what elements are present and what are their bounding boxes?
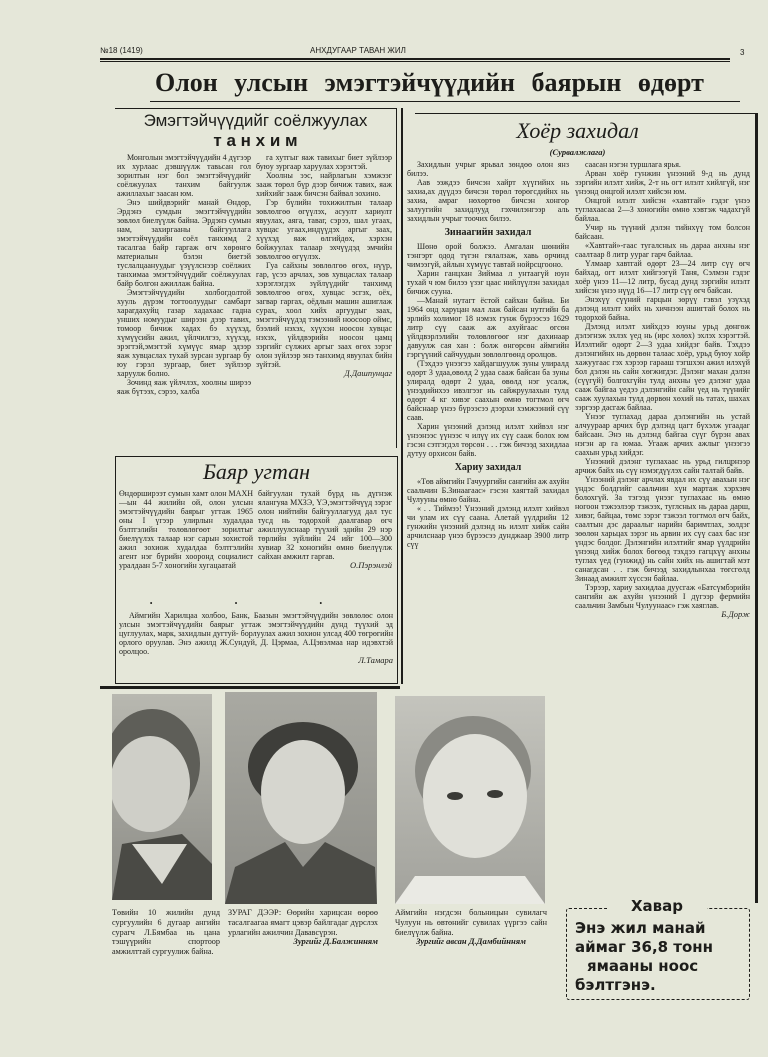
article-hall	[115, 108, 397, 448]
photo-nurse	[395, 696, 545, 904]
paragraph: Үлмаар хавтгай өдөрт 23—24 литр сүү өгч байхад, огт илэлт хийгээгүй Таня, Сэлмэн гэдэг хоёр үнээ 11—12 литр, бусад дунд зэргийн илэлт хийсэн үнээ нүүд 16—17 литр сүү өгч байсан.	[575, 259, 750, 295]
photo-artist	[225, 692, 377, 904]
header-rule-thin	[100, 61, 730, 62]
notice-line: ямааны ноос	[587, 957, 699, 975]
article-letters-col-1	[407, 160, 569, 549]
article-hall-title-2: т а н х и м	[213, 131, 298, 150]
paragraph: Гуа сайхны зөвлөлгөө өгөх, нүүр, гар, үсээ арчлах, зөв хувцаслах талаар хэрэглэгдэх зүйлүүдийг танхимд зөвлөлгөө өгөх, хувцас эсгэх, оёх, загвар гаргах, оёдлын машин ашиглаж сурах, хоол хийх аргуудыг заах, эмэгтэйчүүдэд тэмээний ноосоор оймс, бээлий нэхэх, хүүхэн ноосон хувцас нэхэх, үйлдвэрийн ноосон цамц зэргийг сүлжих аргыг заах өгөх зэрэг олон зүйлээр энэ танхимд явуулах бийн зүйтэй.	[256, 261, 392, 369]
masthead: АНХДУГААР ТАВАН ЖИЛ	[310, 46, 406, 55]
notice-line: бэлтгэнэ.	[575, 976, 656, 994]
photo-credit: Зургийг авсан Д.Дамбийнням	[416, 936, 526, 947]
paragraph: Эмэгтэйчүүдийн холбогдолтой хууль дүрэм тогтоолуудыг самбарт харагдахуйц газар хадахаас гадна унших номуудыг ширээн дээр тавих, томоор бичиж хадах бэ хүүхэд, хүмүүсийн ажил, үйлчилгээ, хүүхэд, эрэгтэй,эмэгтэй хүмүүс ямар эдээр яаж хувцаслах тухай зурсан зургаар бу юу гэрэл зургаар, биет зүйлээр харуулж болно.	[117, 288, 251, 378]
article-hall-col-1	[117, 153, 251, 396]
page-title: Олон улсын эмэгтэйчүүдийн баярын өдөрт	[155, 68, 704, 97]
paragraph: «Хавтгай»-гаас тугалсных нь дараа анхны нэг саалтаар 8 литр уураг гарч байлаа.	[575, 241, 750, 259]
paragraph: Арван хоёр гунжин үнээний 9-д нь дунд зэргийн илэлт хийж, 2-т нь огт илэлт хийлгүй, нэг үнээнд онцгой илэлт хийсэн юм.	[575, 169, 750, 196]
paragraph: —Манай нутагт ёстой сайхан байна. Би 1964 онд харуцан мал лаж байсан нутгийн ба эрлийз холимог 18 нэмэх гунж бүрээсээ 1629 литр сүү сааж аж ахуйгаас өгсөн үйлдвэрлэлийн төлөвлөгөөг нэг дахинаар давуулж сая хан : болж өнгөрсөн аймгийн гэргүүний сайчуудын зөвлөлгөөнд оролцов.	[407, 296, 569, 359]
paragraph: Шөнө орой болжээ. Амгалан шөнийн тэнгэрт одод түгэн гялалзаж, хавь орчинд чимээгүй, айлын хүмүүс тавтай нойрсцгооно.	[407, 242, 569, 269]
paragraph: байгуулан тухай бүрд нь дүгнэж ялангуяа МХЗЭ, ҮЭ,эмэгтэйчүүд зэрэг олон нийтийн байгууллагууд дал тус тусд нь тодорхой даалгавар өгч ажиллуулснаар түүхий эдийн 29 нэр төрлийн зүйлийн 24 ийг 100—300 хувиар 32 хоногийн өмнө биелүүлж сайхан амжилт гаргав.	[258, 489, 392, 561]
paragraph: Тэрээр, хариу захидлаа дуусгаж «Батсүмбэрийн сангийн аж ахуйн үнээний I дүгээр фермийн саальчин Замбын Чулуунаас» гэж хаяглав.	[575, 583, 750, 610]
photo-girl-student	[112, 694, 212, 900]
notice-line: аймаг 36,8 тонн	[575, 938, 714, 956]
page-number: 3	[740, 48, 745, 57]
separator: • • •	[149, 599, 363, 608]
paragraph: Зочинд яаж үйлчлэх, хоолны ширээ яаж бүтээх, сэрээ, халба	[117, 378, 251, 396]
photo-band-rule	[100, 686, 400, 689]
paragraph: Энэ шийдвэрийг манай Өндөр, Эрдэнэ сумдын эмэгтэйчүүдийн зөвлөл биелүүлж байна. Эрдэнэ сумын нам, захиргааны байгууллага эмэгтэйчүүдийн соёл танхимд 2 тасалгаа байр гаргаж өгч хөрөнгө материалын бэлэн биетэй туслалцаануудыг үзүүлснээр соёлжих танхимаа эмэгтэйчүүдийг соёлжуулах байр болгон ажиллаж байна.	[117, 198, 251, 288]
paragraph: Аймгийн Харилцаа холбоо, Банк, Баазын эмэгтэйчүүдийн зөвлөлөс олон улсын эмэгтэйчүүдийн баярыг угтаж эмэгтэйчүүдийн дунд түүхий эд цуглуулах, марк, захидлын дугтуй- борлуулах ажил зохион улсад 400 төгрөгийн орлого оруулав. Энэ ажилд Ж.Сундуй, Д. Цэрмаа, А.Цэвэлмаа нар идэвхтэй оролцоо.	[119, 611, 393, 656]
article-greeting-title: Баяр угтан	[202, 459, 311, 484]
issue-number: №18 (1419)	[100, 46, 143, 55]
paragraph: Дэлэнд илэлт хийхдээ юуны урьд дөнгөж дэлэгнэж эхлэх үед нь (ирс хөлөх) эхлэх хэрэгтэй. Илэлтийг өдөрт 2—3 удаа хийдэг байв. Тэхдээ дэлэнгийнх нь дөрвөн талаас хоёр, урьд буюу хойр хажуугаас гэх хэрээр гарааш тэгшхэн ажил илэхүй бол дэлэн нь сайн хөгжигдэг. Дэлэнг махан дэлэн (сүүгүй) болгохгүйн тулд анхны үеэ дэлэнг удаа сааж байгаа үедээ дэлэнгийн сайн үед нь түүнийг сааж хуулахын тулд дөрвөн хөхий нь татах, шахах зэргээр дасгаж байлаа.	[575, 322, 750, 412]
paragraph: Үнээний дэлэнг арчлах явдал их сүү авахын нэг үндэс болдгийг саальчин хүн мартаж хэрхэвч болохгүй. За тэгээд үнээг туглахаас нь өмнө ногоон тэжээлээр тэжээх, туглсных нь дараа дарш, хивэг, байцаа, төмс зэрэг тэжээл тогтмол өгч байх, саалтын дэс дараалыг нарийн баримтлах, зөлдэг зөөлөн харьцах зэрэг нь арвин их сүү саах бас нэг үндэс болдог. Дэлэнгийн илэлтийг ямар үүлдрийн үнээнд хийж болох бөгөөд тэхдээ гагцхүү анхны туглах үед (гунжид) нь сайн хийх нь ашигтай мэт санагдсан . . гэж бичээд захидлынхаа төгсгөлд Зинаад амжилт хүссэн байлаа.	[575, 475, 750, 583]
paragraph: саасан нэгэн туршлага ярья.	[585, 160, 681, 169]
caption-text: Аймгийн нэгдсэн больницын сувилагч Чулуун нь өвтөнийг сувилах үүргээ сайн биелүүлж байна.	[395, 908, 547, 937]
paragraph: Монголын эмэгтэйчүүдийн 4 дүгээр их хурлаас дэвшүүлж тавьсан гол зорилтын нэг бол эмэгтэйчүүдийг соёлжуулах танхим байгуулж ажиллахыг заасан юм.	[117, 153, 251, 198]
portrait-image	[112, 694, 212, 900]
article-hall-author: Д.Дашпунцаг	[344, 368, 392, 378]
notice-line: Энэ жил манай	[575, 919, 706, 937]
article-hall-col-2	[256, 153, 392, 378]
portrait-image	[225, 692, 377, 904]
title-underline	[150, 101, 740, 102]
paragraph: Өндөрширээт сумын хамт олон МАХН—ын 44 жилийн ой, олон улсын эмэгтэйчүүдийн баярыг угтаж 1965 оны I үгээр улирлын худалдаа бэлтгэлийн төлөвлөгөөт зорилтыг биелүүлэх талаар нэг сарын зохистой ажил зохиож худалдаа бэлтгэлийн агент нэг бүрийн хооронд социалист уралдаан 5-7 хоногийн хугацаатай	[119, 489, 253, 570]
paragraph: « . . Тиймээ! Үнээний дэлэнд илэлт хийвэл чи улам их сүү саана. Алетай үүлдрийн 12 гунжийн үнээний дэлэнд нь илэлт хийж сайн арчилснаар үнээ бүрээсээ дунджаар 3900 литр сүү	[407, 504, 569, 549]
section-heading: Зинаагийн захидал	[444, 227, 532, 238]
header-rule	[100, 58, 730, 60]
article-greeting-col-author: О.Пэрэнлэй	[350, 560, 392, 570]
paragraph: «Төв аймгийн Гачуургийн сангийн аж ахуйн саальчин Б.Зинаагаас» гэсэн хаягтай захидал Чулууны өмнө байна.	[407, 477, 569, 504]
paragraph: Хоолны ээс, найрлагын хэмжээг зааж төрөл бүр дээр бичиж тавих, яаж хийхийг зааж бичсэн байвал зохино.	[256, 171, 392, 198]
letters-top-rule	[415, 113, 755, 114]
paragraph: га хутгыг яаж тавихыг биет зүйлээр буюу зургаар харуулах хэрэгтэй.	[256, 153, 392, 171]
photo-caption-1	[112, 908, 220, 957]
section-heading: Хариу захидал	[454, 462, 522, 473]
photo-caption-3	[395, 908, 547, 947]
portrait-image	[395, 696, 545, 904]
column-rule	[401, 108, 403, 684]
paragraph: Үнээг туглахад дараа дэлэнгийн нь устай алчуураар арчих бүр дэлэнд цагт бүхэлж угаадаг байсаан. Энэ нь дэлэнд байгаа сүүг бүрэн авах нэгэн ар га юмаа. Угааж арчих ажлыг үнээгээ саахын урьд хийдэг.	[575, 412, 750, 457]
notice-text	[575, 919, 713, 995]
article-hall-title: Эмэгтэйчүүдийг соёлжуулах	[143, 111, 368, 130]
article-letters-subtitle: (Сурвалжлага)	[549, 147, 606, 157]
paragraph: (Тэхдээ үнээгээ хайдагшуулж зуны улиралд өдөрт 3 удаа,өвөлд 2 удаа сааж байсан ба зуны улиралд өдөрт 2 удаа, өвөлд нэг усалж, үнээдийнхээ ивэлгээг нь сайжруулахын тулд өдөрт 4 кг хивэг саахын өмнө тогтмол өгч байснаар үнээ бүрээсээ дээрхи хэмжээний сүү саав.	[407, 359, 569, 422]
article-greeting-col-1	[119, 489, 253, 570]
article-letters-title: Хоёр захидал	[516, 118, 639, 143]
letters-right-rule	[755, 113, 758, 903]
paragraph: Харин ганцхан Зиймаа л унтаагүй юун тухай ч юм билээ үзэг цаас нийлүүлэн захидал бичиж сууна.	[407, 269, 569, 296]
article-greeting-author: Л.Тамара	[358, 655, 393, 665]
paragraph: Учир нь түүний дэлэн тийнхүү том болсон байсаан.	[575, 223, 750, 241]
article-greeting-col-2	[258, 489, 392, 570]
paragraph: Үнээний дэлэнг туглахаас нь урьд гилцрнээр арчиж байх нь сүү нэмэгдүүлэх сайн талтай байв.	[575, 457, 750, 475]
photo-credit: Зургийг Д.Балжинням	[293, 936, 378, 947]
article-greeting-body	[119, 611, 393, 665]
paragraph: Онцгой илэлт хийсэн «хавтгай» гэдэг үнээ туглахаасаа 2—3 хоногийн өмнө хэвтэж чадахгүй байлаа.	[575, 196, 750, 223]
photo-caption-2	[228, 908, 378, 947]
paragraph: Захидлын учрыг ярьвал зөндөө олон янз билээ.	[407, 160, 569, 178]
caption-text: ЗУРАГ ДЭЭР: Өөрийн харицсан өөрөө тасалгаагаа ямагт цэвэр байлгадаг дүрслэх урлагийн ажилчин Дававсүрэн.	[228, 908, 378, 937]
notice-box	[566, 897, 750, 1000]
paragraph: Харин үнээний дэлэнд илэлт хийвэл нэг үнээнээс үүнээс ч илүү их сүү сааж болох юм гэсэн сэтгэгдэл төрсөн . . . гэж бичээд захидлаа дутуу орхисон байв.	[407, 422, 569, 458]
article-letters-col-2	[575, 160, 750, 619]
paragraph: Энэхүү сүүний гарцын зөрүү гэвэл узүхэд дэлэнд илэлт хийх нь хичнээн ашигтай болох нь тодорхой байна.	[575, 295, 750, 322]
article-greeting	[115, 456, 398, 684]
notice-heading: Хавар	[607, 897, 707, 915]
article-letters-author: Б.Дорж	[721, 609, 750, 619]
paragraph: Гэр бүлийн тохижилтын талаар зөвлөлгөө өгүүлэх, асуулт хариулт явуулах, аяга, таваг, сэрээ, шал угаах, хувцас угаах,индүүдэх аргыг заах, хүүхэд яаж өлгийдөх, хэрхэн бойжуулах талаар эхчүүдэд эмчийн зөвлөлгөө өгүүлэх.	[256, 198, 392, 261]
caption-text: Төвийн 10 жилийн дунд сургуулийн 6 дугаар ангийн сурагч Л.Бямбаа нь цана тэшүүрийн спортоор амжилттай сургуулиж байна.	[112, 908, 220, 957]
paragraph: Аав ээждээ бичсэн хайрт хүүгийнх нь захиа,ах дүүдээ бичсэн төрөл төрөгсдийнх нь захиа, амраг нөхөртөө бичсэн хонгор залуугийн захидлууд гэхчилэнгээр аль захидлын учрыг тоочих билээ.	[407, 178, 569, 223]
